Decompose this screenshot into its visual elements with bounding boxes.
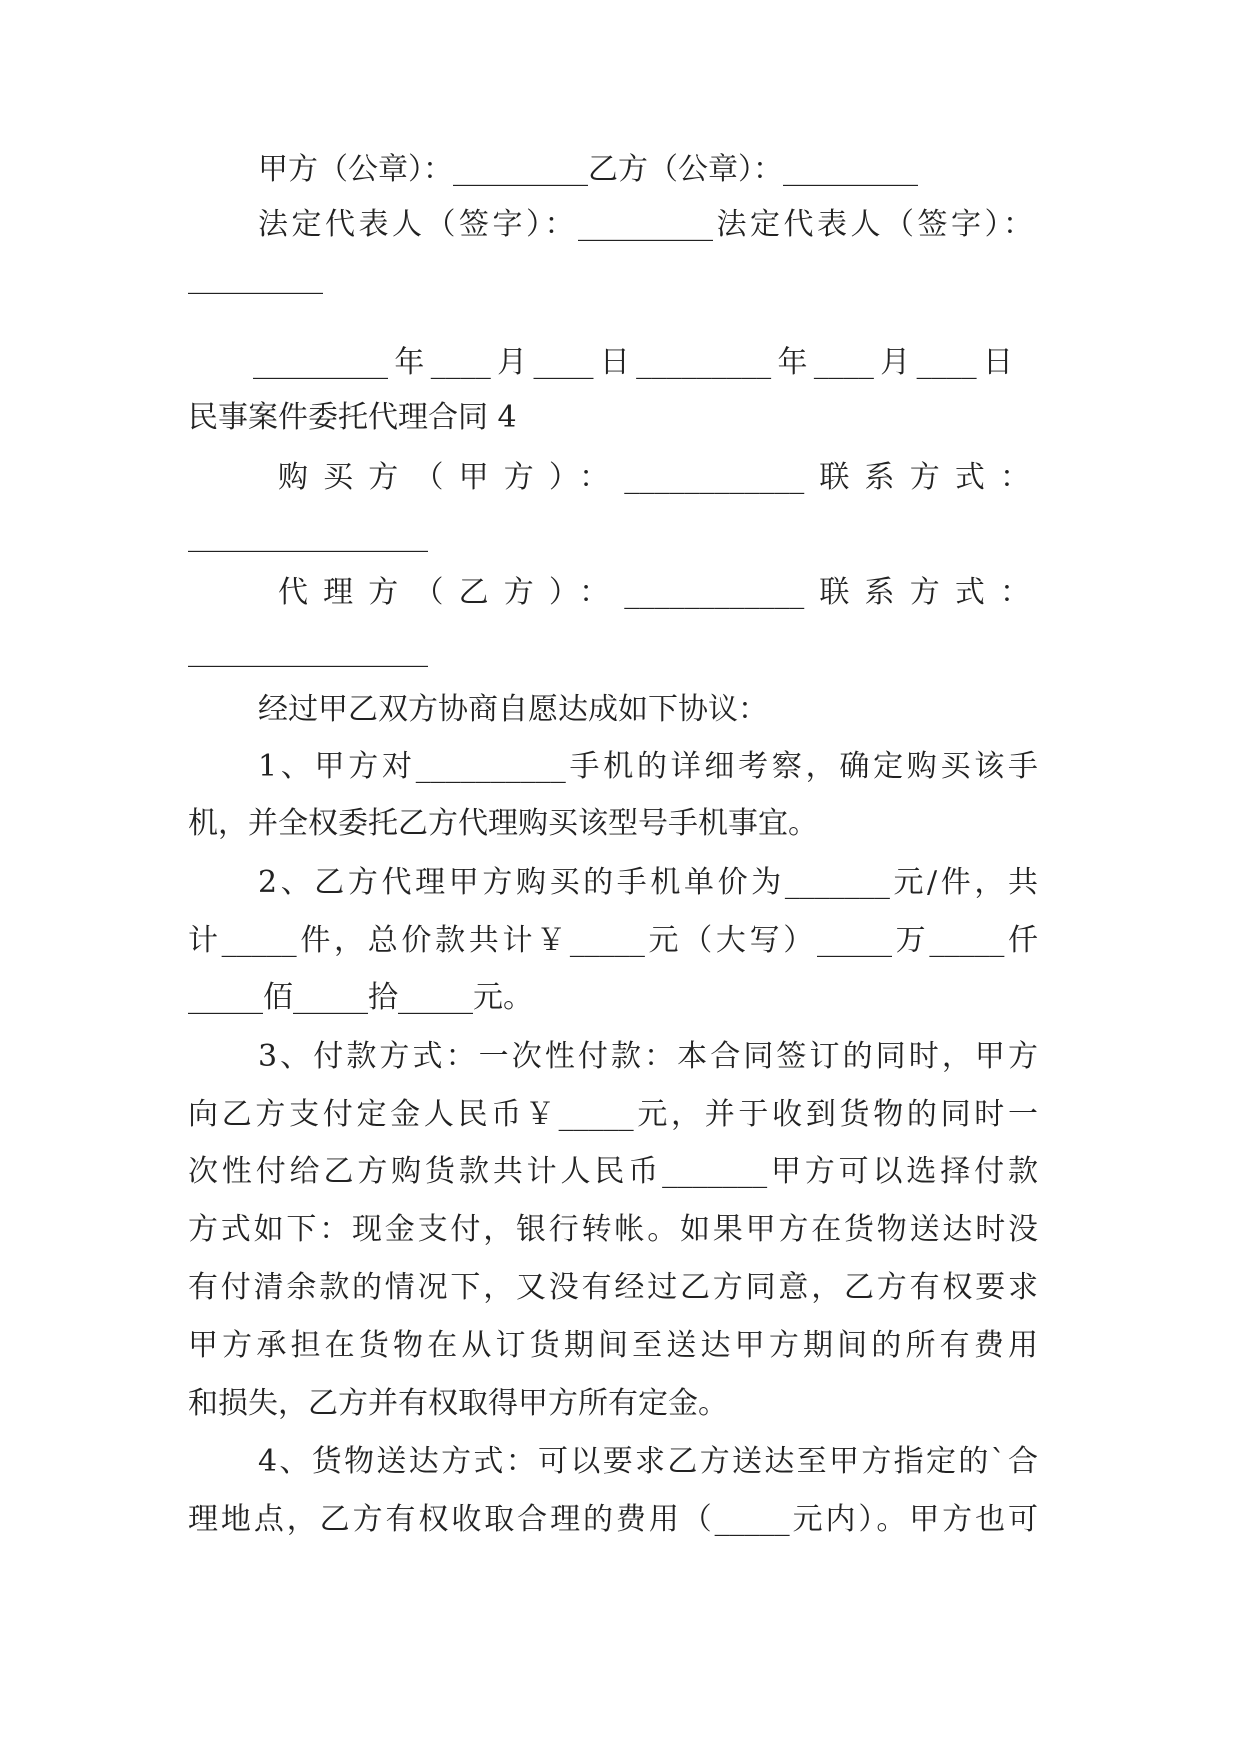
buyer-party-continuation: ________________ [188,518,428,553]
clause-1-line-1: 1、甲方对__________手机的详细考察，确定购买该手 [258,749,1038,784]
clause-3-line-2: 向乙方支付定金人民币￥_____元，并于收到货物的同时一 [188,1097,1038,1132]
clause-3-line-7: 和损失，乙方并有权取得甲方所有定金。 [188,1386,728,1421]
clause-1-line-2: 机，并全权委托乙方代理购买该型号手机事宜。 [188,806,818,841]
clause-3-line-5: 有付清余款的情况下，又没有经过乙方同意，乙方有权要求 [188,1270,1038,1305]
clause-2-line-1: 2、乙方代理甲方购买的手机单价为_______元/件，共 [258,865,1038,900]
clause-2-line-2: 计_____件，总价款共计￥_____元（大写）_____万_____仟 [188,923,1038,958]
clause-3-line-1: 3、付款方式：一次性付款：本合同签订的同时，甲方 [258,1039,1038,1074]
signature-representative-continuation: _________ [188,260,323,295]
buyer-party-line: 购买方（甲方）：____________联系方式： [278,460,1030,495]
contract-title: 民事案件委托代理合同 4 [188,400,517,435]
clause-4-line-1: 4、货物送达方式：可以要求乙方送达至甲方指定的`合 [258,1444,1038,1479]
signature-representative-line: 法定代表人（签字）：_________法定代表人（签字）： [258,207,1033,242]
signature-seal-line: 甲方（公章）：_________乙方（公章）：_________ [258,152,918,187]
clause-3-line-4: 方式如下：现金支付，银行转帐。如果甲方在货物送达时没 [188,1212,1038,1247]
agent-party-line: 代理方（乙方）：____________联系方式： [278,575,1030,610]
signature-date-line: _________年____月____日_________年____月____日 [253,345,1013,380]
clause-3-line-6: 甲方承担在货物在从订货期间至送达甲方期间的所有费用 [188,1328,1038,1363]
clause-4-line-2: 理地点，乙方有权收取合理的费用（_____元内）。甲方也可 [188,1502,1038,1537]
clause-3-line-3: 次性付给乙方购货款共计人民币_______甲方可以选择付款 [188,1154,1038,1189]
clause-2-line-3: _____佰_____拾_____元。 [188,980,533,1015]
agent-party-continuation: ________________ [188,633,428,668]
agreement-intro: 经过甲乙双方协商自愿达成如下协议： [258,692,768,727]
